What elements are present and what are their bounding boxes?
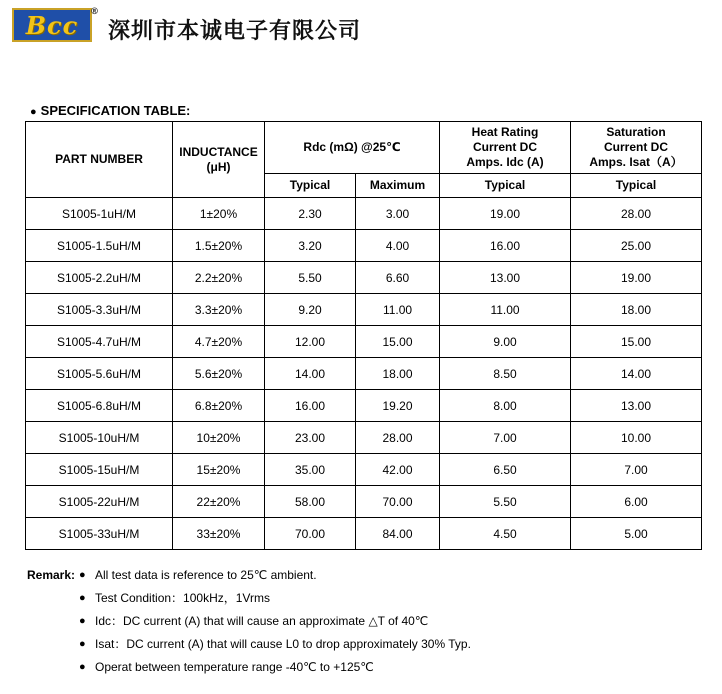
remark-label-spacer bbox=[27, 658, 79, 681]
spec-title-text: SPECIFICATION TABLE: bbox=[40, 103, 191, 118]
table-row bbox=[26, 326, 702, 358]
header-heat-line: Heat Rating bbox=[471, 125, 539, 139]
isat-cell: 25.00 bbox=[571, 230, 702, 262]
remark-text: Operat between temperature range -40℃ to +125℃ bbox=[95, 660, 374, 674]
bullet-icon: ● bbox=[79, 592, 86, 604]
table-row bbox=[26, 198, 702, 230]
rdc-typical-cell: 16.00 bbox=[265, 390, 356, 422]
rdc-maximum-cell: 42.00 bbox=[356, 454, 440, 486]
remark-text: Idc：DC current (A) that will cause an approximate △T of 40℃ bbox=[95, 614, 429, 628]
remark-line bbox=[27, 612, 707, 635]
isat-cell: 5.00 bbox=[571, 518, 702, 550]
table-row bbox=[26, 454, 702, 486]
part-number-cell: S1005-2.2uH/M bbox=[26, 262, 173, 294]
remark-text: Isat：DC current (A) that will cause L0 to drop approximately 30% Typ. bbox=[95, 637, 471, 651]
registered-mark: ® bbox=[90, 7, 100, 17]
rdc-typical-cell: 14.00 bbox=[265, 358, 356, 390]
rdc-typical-cell: 3.20 bbox=[265, 230, 356, 262]
logo-text: Bcc bbox=[25, 10, 79, 40]
rdc-typical-cell: 23.00 bbox=[265, 422, 356, 454]
idc-cell: 6.50 bbox=[440, 454, 571, 486]
header-heat-line: Amps. Idc (A) bbox=[466, 155, 544, 169]
rdc-maximum-cell: 70.00 bbox=[356, 486, 440, 518]
remarks-section bbox=[27, 566, 707, 681]
table-row bbox=[26, 390, 702, 422]
header-inductance-unit: (μH) bbox=[206, 159, 231, 174]
rdc-typical-cell: 9.20 bbox=[265, 294, 356, 326]
rdc-maximum-cell: 18.00 bbox=[356, 358, 440, 390]
bullet-icon: ● bbox=[30, 106, 37, 118]
isat-cell: 10.00 bbox=[571, 422, 702, 454]
part-number-cell: S1005-33uH/M bbox=[26, 518, 173, 550]
inductance-cell: 3.3±20% bbox=[173, 294, 265, 326]
rdc-typical-cell: 58.00 bbox=[265, 486, 356, 518]
rdc-typical-cell: 70.00 bbox=[265, 518, 356, 550]
header-sat-line: Current DC bbox=[604, 140, 669, 154]
header-saturation bbox=[571, 122, 702, 174]
inductance-cell: 22±20% bbox=[173, 486, 265, 518]
part-number-cell: S1005-1uH/M bbox=[26, 198, 173, 230]
rdc-maximum-cell: 6.60 bbox=[356, 262, 440, 294]
remark-label-spacer bbox=[27, 612, 79, 635]
inductance-cell: 2.2±20% bbox=[173, 262, 265, 294]
isat-cell: 7.00 bbox=[571, 454, 702, 486]
inductance-cell: 10±20% bbox=[173, 422, 265, 454]
idc-cell: 8.00 bbox=[440, 390, 571, 422]
rdc-maximum-cell: 28.00 bbox=[356, 422, 440, 454]
table-row bbox=[26, 486, 702, 518]
table-row bbox=[26, 518, 702, 550]
inductance-cell: 5.6±20% bbox=[173, 358, 265, 390]
isat-cell: 14.00 bbox=[571, 358, 702, 390]
bullet-icon: ● bbox=[79, 661, 86, 673]
header-inductance bbox=[173, 122, 265, 198]
inductance-cell: 4.7±20% bbox=[173, 326, 265, 358]
isat-cell: 6.00 bbox=[571, 486, 702, 518]
idc-cell: 8.50 bbox=[440, 358, 571, 390]
remark-text: Test Condition：100kHz，1Vrms bbox=[95, 591, 270, 605]
header-part-number: PART NUMBER bbox=[26, 122, 173, 198]
part-number-cell: S1005-4.7uH/M bbox=[26, 326, 173, 358]
part-number-cell: S1005-22uH/M bbox=[26, 486, 173, 518]
part-number-cell: S1005-5.6uH/M bbox=[26, 358, 173, 390]
rdc-maximum-cell: 19.20 bbox=[356, 390, 440, 422]
isat-cell: 28.00 bbox=[571, 198, 702, 230]
rdc-typical-cell: 35.00 bbox=[265, 454, 356, 486]
table-row bbox=[26, 358, 702, 390]
part-number-cell: S1005-10uH/M bbox=[26, 422, 173, 454]
table-row bbox=[26, 262, 702, 294]
rdc-maximum-cell: 3.00 bbox=[356, 198, 440, 230]
remark-line bbox=[27, 658, 707, 681]
inductance-cell: 1.5±20% bbox=[173, 230, 265, 262]
idc-cell: 13.00 bbox=[440, 262, 571, 294]
rdc-maximum-cell: 84.00 bbox=[356, 518, 440, 550]
table-row bbox=[26, 230, 702, 262]
header-heat-line: Current DC bbox=[473, 140, 538, 154]
isat-cell: 18.00 bbox=[571, 294, 702, 326]
remark-line bbox=[27, 566, 707, 589]
inductance-cell: 1±20% bbox=[173, 198, 265, 230]
idc-cell: 5.50 bbox=[440, 486, 571, 518]
idc-cell: 16.00 bbox=[440, 230, 571, 262]
idc-cell: 4.50 bbox=[440, 518, 571, 550]
header-sat-line: Amps. Isat（A） bbox=[589, 155, 683, 169]
bullet-icon: ● bbox=[79, 569, 86, 581]
remark-line bbox=[27, 589, 707, 612]
rdc-maximum-cell: 15.00 bbox=[356, 326, 440, 358]
table-row bbox=[26, 294, 702, 326]
header-sat-line: Saturation bbox=[606, 125, 666, 139]
rdc-maximum-cell: 4.00 bbox=[356, 230, 440, 262]
remark-label-spacer bbox=[27, 635, 79, 658]
isat-cell: 15.00 bbox=[571, 326, 702, 358]
header-isat-typical: Typical bbox=[571, 174, 702, 198]
company-name: 深圳市本诚电子有限公司 bbox=[108, 19, 362, 44]
remark-text: All test data is reference to 25℃ ambient. bbox=[95, 568, 317, 582]
header bbox=[12, 8, 712, 42]
remark-label: Remark: bbox=[27, 568, 76, 582]
header-idc-typical: Typical bbox=[440, 174, 571, 198]
bullet-icon: ● bbox=[79, 638, 86, 650]
header-inductance-label: INDUCTANCE bbox=[179, 144, 258, 159]
part-number-cell: S1005-6.8uH/M bbox=[26, 390, 173, 422]
inductance-cell: 15±20% bbox=[173, 454, 265, 486]
idc-cell: 9.00 bbox=[440, 326, 571, 358]
part-number-cell: S1005-15uH/M bbox=[26, 454, 173, 486]
part-number-cell: S1005-1.5uH/M bbox=[26, 230, 173, 262]
header-heat-rating bbox=[440, 122, 571, 174]
remark-label-spacer bbox=[27, 589, 79, 612]
specification-table bbox=[25, 121, 702, 550]
rdc-typical-cell: 5.50 bbox=[265, 262, 356, 294]
company-logo bbox=[12, 7, 100, 42]
spec-title bbox=[30, 103, 190, 118]
inductance-cell: 33±20% bbox=[173, 518, 265, 550]
bullet-icon: ● bbox=[79, 615, 86, 627]
rdc-typical-cell: 2.30 bbox=[265, 198, 356, 230]
isat-cell: 19.00 bbox=[571, 262, 702, 294]
rdc-maximum-cell: 11.00 bbox=[356, 294, 440, 326]
inductance-cell: 6.8±20% bbox=[173, 390, 265, 422]
remark-line bbox=[27, 635, 707, 658]
isat-cell: 13.00 bbox=[571, 390, 702, 422]
table-row bbox=[26, 422, 702, 454]
part-number-cell: S1005-3.3uH/M bbox=[26, 294, 173, 326]
header-rdc: Rdc (mΩ) @25℃ bbox=[265, 122, 440, 174]
idc-cell: 7.00 bbox=[440, 422, 571, 454]
idc-cell: 11.00 bbox=[440, 294, 571, 326]
rdc-typical-cell: 12.00 bbox=[265, 326, 356, 358]
table-body bbox=[26, 198, 702, 550]
header-rdc-maximum: Maximum bbox=[356, 174, 440, 198]
header-rdc-typical: Typical bbox=[265, 174, 356, 198]
idc-cell: 19.00 bbox=[440, 198, 571, 230]
